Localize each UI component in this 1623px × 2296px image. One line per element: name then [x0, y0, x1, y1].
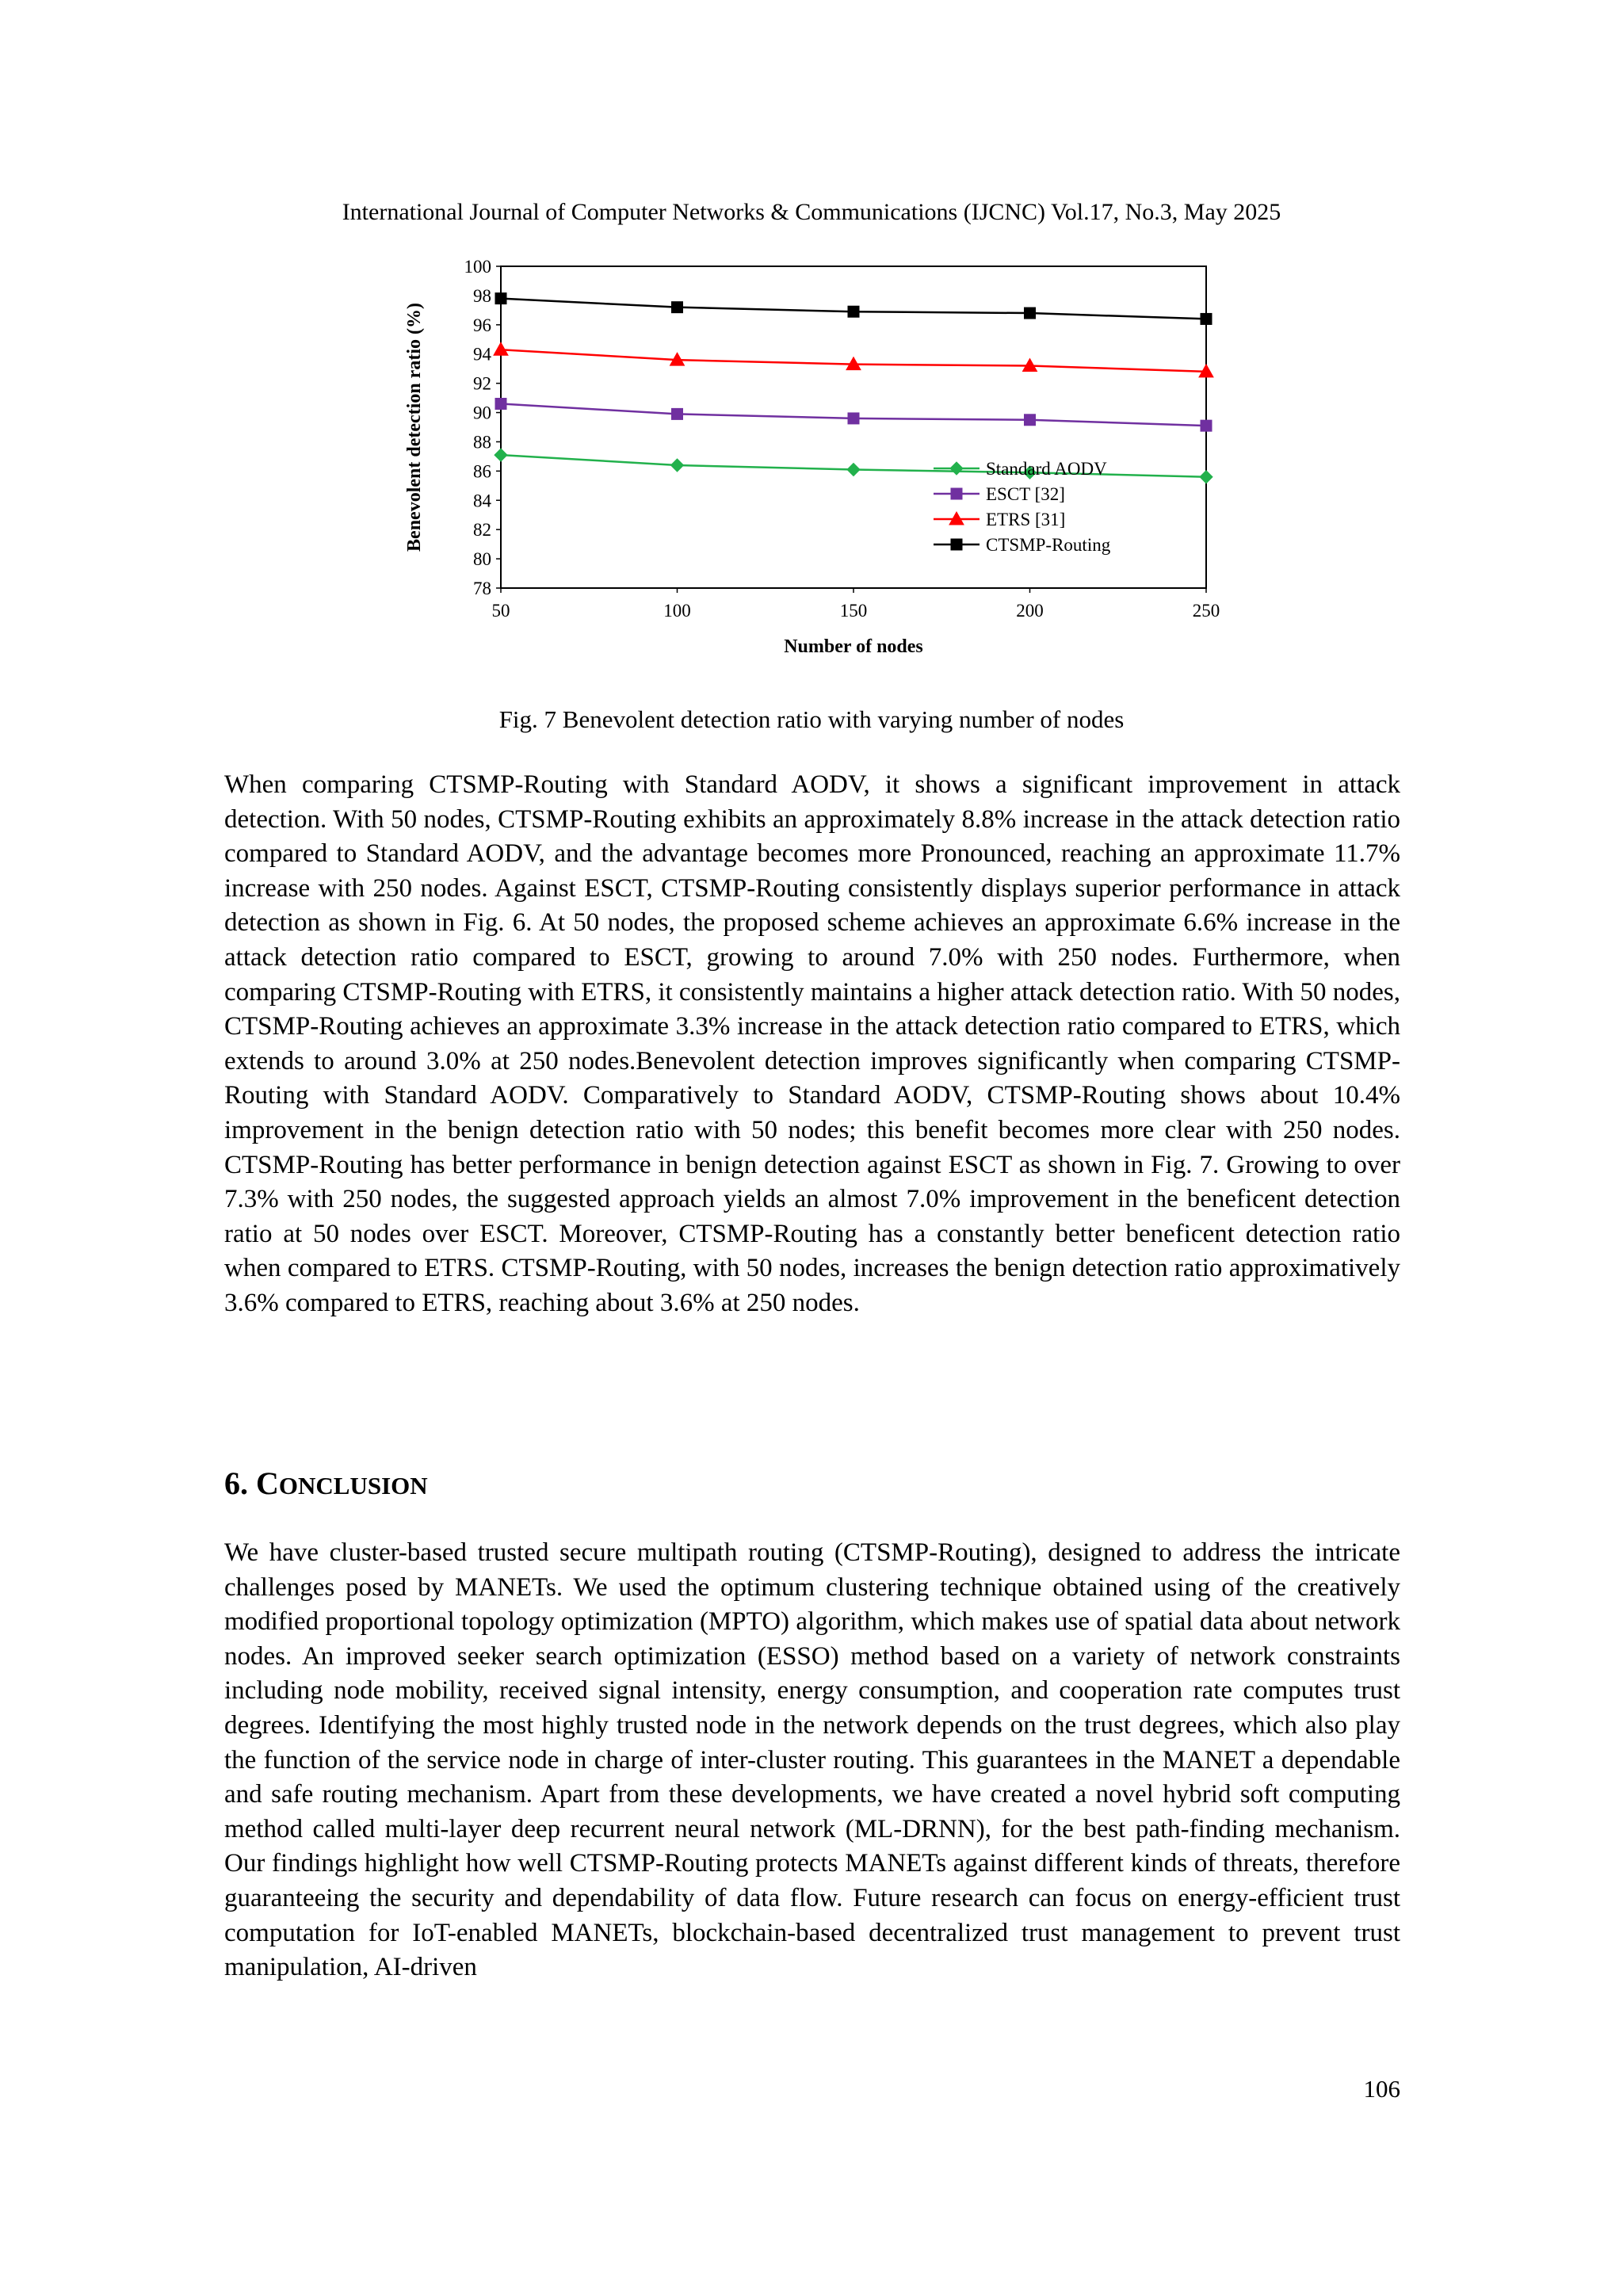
y-tick-label: 78	[473, 579, 491, 598]
results-paragraph: When comparing CTSMP-Routing with Standard AODV, it shows a significant improvement in attack detection. With 50 nodes, CTSMP-Routing exhibits an approximately 8.8% increase in the attack detection ratio compared to Standard AODV, and the advantage becomes more Pronounced, reaching an approximate 11.7% increase with 250 nodes. Against ESCT, CTSMP-Routing consistently displays superior performance in attack detection as shown in Fig. 6. At 50 nodes, the proposed scheme achieves an approximate 6.6% increase in the attack detection ratio compared to ESCT, growing to around 7.0% with 250 nodes. Furthermore, when comparing CTSMP-Routing with ETRS, it consistently maintains a higher attack detection ratio. With 50 nodes, CTSMP-Routing achieves an approximate 3.3% increase in the attack detection ratio compared to ETRS, which extends to around 3.0% at 250 nodes.Benevolent detection improves significantly when comparing CTSMP-Routing with Standard AODV. Comparatively to Standard AODV, CTSMP-Routing shows about 10.4% improvement in the benign detection ratio with 50 nodes; this benefit becomes more clear with 250 nodes. CTSMP-Routing has better performance in benign detection against ESCT as shown in Fig. 7. Growing to over 7.3% with 250 nodes, the suggested approach yields an almost 7.0% improvement in the beneficent detection ratio at 50 nodes over ESCT. Moreover, CTSMP-Routing has a constantly better beneficent detection ratio when compared to ETRS. CTSMP-Routing, with 50 nodes, increases the benign detection ratio approximatively 3.6% compared to ETRS, reaching about 3.6% at 250 nodes.	[224, 770, 1400, 1317]
y-tick-label: 100	[464, 257, 491, 277]
data-point-standard-aodv	[671, 459, 684, 472]
x-tick-label: 50	[491, 601, 510, 621]
data-point-ctsmp-routing	[1025, 308, 1036, 319]
page-number: 106	[1363, 2075, 1400, 2103]
data-point-esct-32	[672, 408, 683, 419]
y-axis-label: Benevolent detection ratio (%)	[404, 303, 425, 552]
x-tick-label: 100	[663, 601, 691, 621]
series-ctsmp-routing	[495, 293, 1212, 325]
data-point-esct-32	[848, 413, 859, 424]
y-tick-label: 86	[473, 461, 491, 482]
data-point-esct-32	[495, 398, 506, 409]
series-esct-32	[495, 398, 1212, 431]
chart-legend	[934, 459, 1111, 555]
legend-marker	[950, 462, 963, 475]
x-axis-ticks	[492, 588, 1220, 621]
y-tick-label: 98	[473, 285, 491, 306]
legend-label: CTSMP-Routing	[986, 535, 1111, 555]
y-tick-label: 96	[473, 315, 491, 335]
data-point-standard-aodv	[495, 449, 507, 461]
y-axis-ticks	[464, 257, 502, 598]
y-tick-label: 80	[473, 549, 491, 570]
section-number: 6.	[224, 1465, 248, 1501]
x-tick-label: 150	[839, 601, 868, 621]
series-layer	[494, 293, 1213, 483]
section-title-initial: C	[256, 1465, 279, 1501]
x-tick-label: 200	[1016, 601, 1044, 621]
data-point-ctsmp-routing	[1201, 313, 1212, 324]
section-heading	[224, 1465, 428, 1505]
series-etrs-31	[494, 342, 1213, 377]
y-tick-label: 94	[473, 344, 491, 365]
data-point-ctsmp-routing	[672, 302, 683, 313]
data-point-ctsmp-routing	[495, 293, 506, 304]
running-header: International Journal of Computer Networks & Communications (IJCNC) Vol.17, No.3, May 2025	[342, 199, 1281, 225]
y-tick-label: 88	[473, 432, 491, 453]
y-tick-label: 90	[473, 403, 491, 423]
y-tick-label: 92	[473, 373, 491, 394]
data-point-ctsmp-routing	[848, 306, 859, 317]
section-title-rest: ONCLUSION	[278, 1472, 428, 1499]
data-point-etrs-31	[494, 342, 508, 355]
y-tick-label: 84	[473, 491, 491, 511]
y-tick-label: 82	[473, 520, 491, 541]
data-point-standard-aodv	[1200, 471, 1212, 483]
legend-label: Standard AODV	[986, 459, 1107, 479]
legend-marker	[951, 539, 962, 550]
detection-ratio-chart	[388, 246, 1244, 674]
legend-label: ESCT [32]	[986, 484, 1065, 504]
data-point-esct-32	[1025, 415, 1036, 426]
figure-caption: Fig. 7 Benevolent detection ratio with varying number of nodes	[498, 705, 1125, 733]
x-tick-label: 250	[1192, 601, 1220, 621]
x-axis-label: Number of nodes	[784, 636, 923, 657]
conclusion-paragraph: We have cluster-based trusted secure multipath routing (CTSMP-Routing), designed to address the intricate challenges posed by MANETs. We used the optimum clustering technique obtained using of the creatively modified proportional topology optimization (MPTO) algorithm, which makes use of spatial data about network nodes. An improved seeker search optimization (ESSO) method based on a variety of network constraints including node mobility, received signal intensity, energy consumption, and cooperation rate computes trust degrees. Identifying the most highly trusted node in the network depends on the trust degrees, which also play the function of the service node in charge of inter-cluster routing. This guarantees in the MANET a dependable and safe routing mechanism. Apart from these developments, we have created a novel hybrid soft computing method called multi-layer deep recurrent neural network (ML-DRNN), for the best path-finding mechanism. Our findings highlight how well CTSMP-Routing protects MANETs against different kinds of threats, therefore guaranteeing the security and dependability of data flow. Future research can focus on energy-efficient trust computation for IoT-enabled MANETs, blockchain-based decentralized trust management to prevent trust manipulation, AI-driven	[224, 1538, 1400, 1982]
data-point-standard-aodv	[847, 464, 860, 476]
legend-marker	[951, 488, 962, 499]
data-point-esct-32	[1201, 420, 1212, 431]
legend-label: ETRS [31]	[986, 510, 1066, 529]
